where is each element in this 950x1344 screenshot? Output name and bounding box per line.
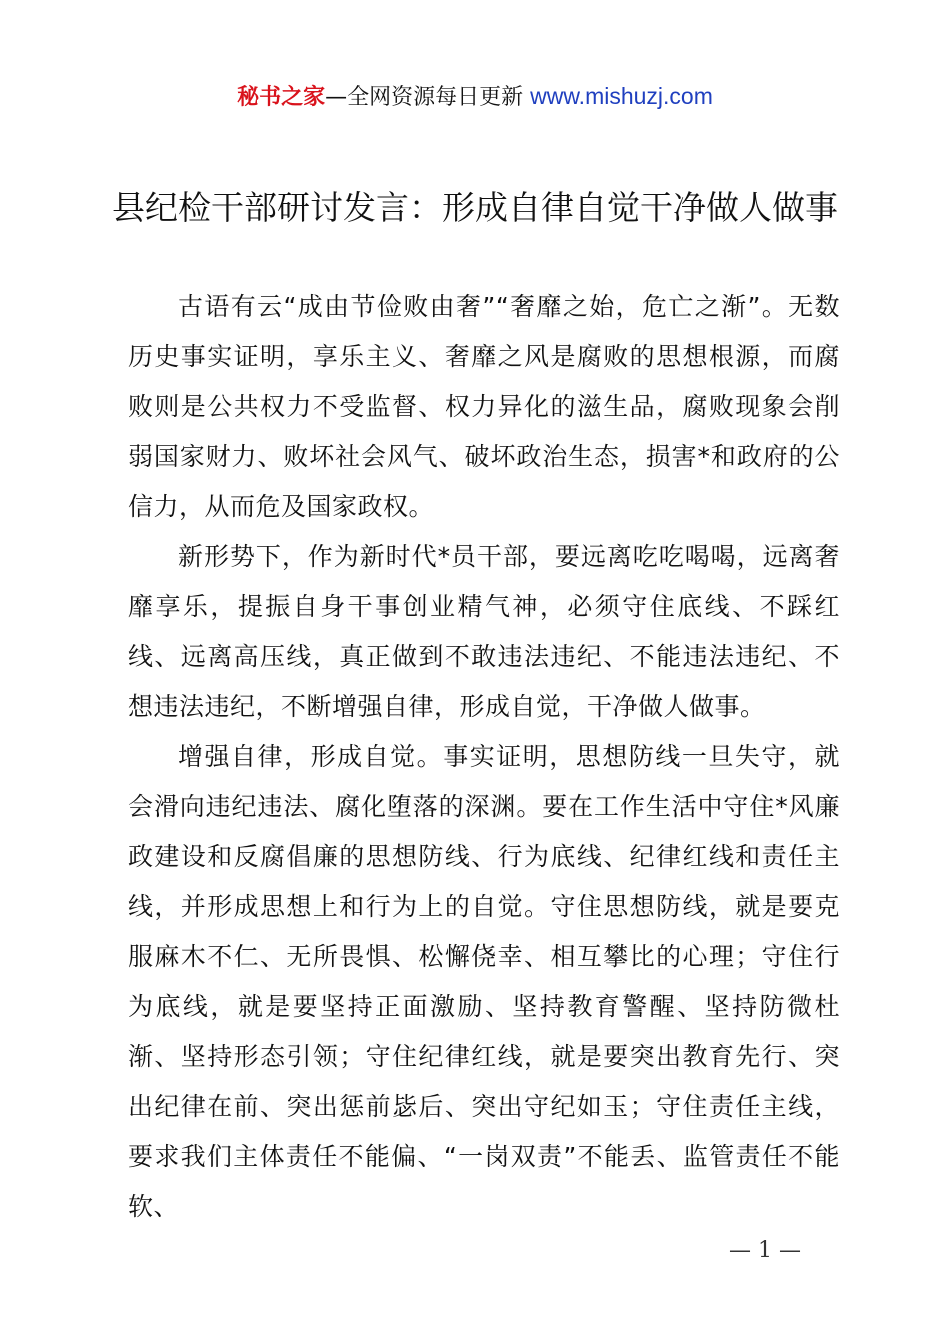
- paragraph-1: 古语有云“成由节俭败由奢”“奢靡之始，危亡之渐”。无数历史事实证明，享乐主义、奢靡之风是腐败的思想根源，而腐败则是公共权力不受监督、权力异化的滋生品，腐败现象会削弱国家财力、败坏社会风气、破坏政治生态，损害*和政府的公信力，从而危及国家政权。: [128, 292, 840, 521]
- paragraph-2: 新形势下，作为新时代*员干部，要远离吃吃喝喝，远离奢靡享乐，提振自身干事创业精气神，必须守住底线、不踩红线、远离高压线，真正做到不敢违法违纪、不能违法违纪、不想违法违纪，不断增强自律，形成自觉，干净做人做事。: [128, 542, 840, 721]
- page-number: — 1 —: [729, 1238, 801, 1263]
- site-tagline: —全网资源每日更新: [325, 85, 524, 110]
- site-url-link[interactable]: www.mishuzj.com: [530, 83, 713, 109]
- document-title: 县纪检干部研讨发言：形成自律自觉干净做人做事: [112, 188, 838, 227]
- document-body: [128, 282, 840, 1232]
- site-brand-name: 秘书之家: [237, 85, 326, 110]
- paragraph-3: 增强自律，形成自觉。事实证明，思想防线一旦失守，就会滑向违纪违法、腐化堕落的深渊。要在工作生活中守住*风廉政建设和反腐倡廉的思想防线、行为底线、纪律红线和责任主线，并形成思想上和行为上的自觉。守住思想防线，就是要克服麻木不仁、无所畏惧、松懈侥幸、相互攀比的心理；守住行为底线，就是要坚持正面激励、坚持教育警醒、坚持防微杜渐、坚持形态引领；守住纪律红线，就是要突出教育先行、突出纪律在前、突出惩前毖后、突出守纪如玉；守住责任主线，要求我们主体责任不能偏、“一岗双责”不能丢、监管责任不能软、: [128, 742, 840, 1221]
- site-banner: [0, 80, 950, 114]
